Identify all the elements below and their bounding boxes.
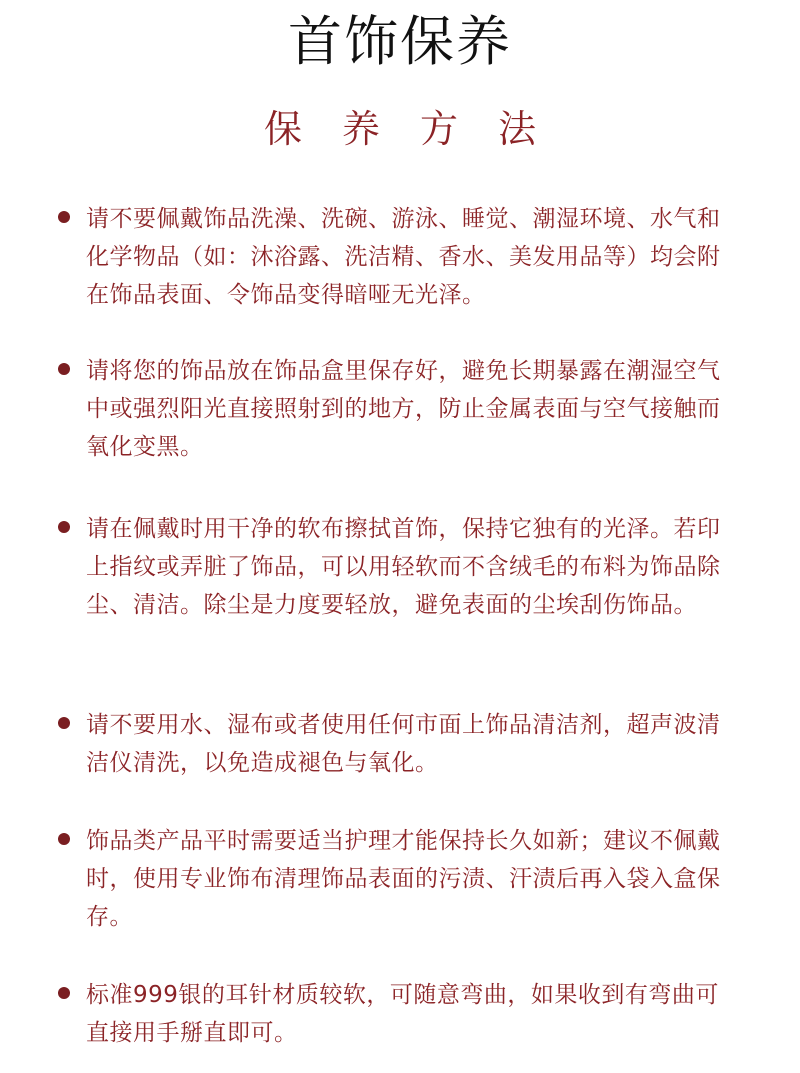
bullet-icon (58, 717, 70, 729)
care-tip-text: 请不要用水、湿布或者使用任何市面上饰品清洁剂，超声波清洁仪清洗，以免造成褪色与氧化。 (86, 712, 721, 776)
section-heading: 保养方法 (263, 107, 576, 151)
care-tip-text: 请不要佩戴饰品洗澡、洗碗、游泳、睡觉、潮湿环境、水气和化学物品（如：沐浴露、洗洁精、香水、美发用品等）均会附在饰品表面、令饰品变得暗哑无光泽。 (86, 206, 721, 308)
care-tip-text: 请在佩戴时用干净的软布擦拭首饰，保持它独有的光泽。若印上指纹或弄脏了饰品，可以用轻软而不含绒毛的布料为饰品除尘、清洁。除尘是力度要轻放，避免表面的尘埃刮伤饰品。 (86, 516, 721, 618)
bullet-icon (58, 211, 70, 223)
bullet-icon (58, 363, 70, 375)
care-tip-3 (58, 510, 738, 624)
page-title: 首饰保养 (288, 10, 512, 73)
care-tip-text: 饰品类产品平时需要适当护理才能保持长久如新；建议不佩戴时，使用专业饰布清理饰品表面的污渍、汗渍后再入袋入盒保存。 (86, 828, 721, 930)
care-tip-text: 请将您的饰品放在饰品盒里保存好，避免长期暴露在潮湿空气中或强烈阳光直接照射到的地方，防止金属表面与空气接触而氧化变黑。 (86, 358, 721, 460)
bullet-icon (58, 987, 70, 999)
bullet-icon (58, 521, 70, 533)
care-tip-5 (58, 822, 738, 936)
care-tip-4 (58, 706, 738, 782)
care-tip-6 (58, 976, 738, 1052)
bullet-icon (58, 833, 70, 845)
care-tip-2 (58, 352, 738, 466)
care-tip-text: 标准999银的耳针材质较软，可随意弯曲，如果收到有弯曲可直接用手掰直即可。 (86, 982, 719, 1046)
care-tip-1 (58, 200, 738, 314)
